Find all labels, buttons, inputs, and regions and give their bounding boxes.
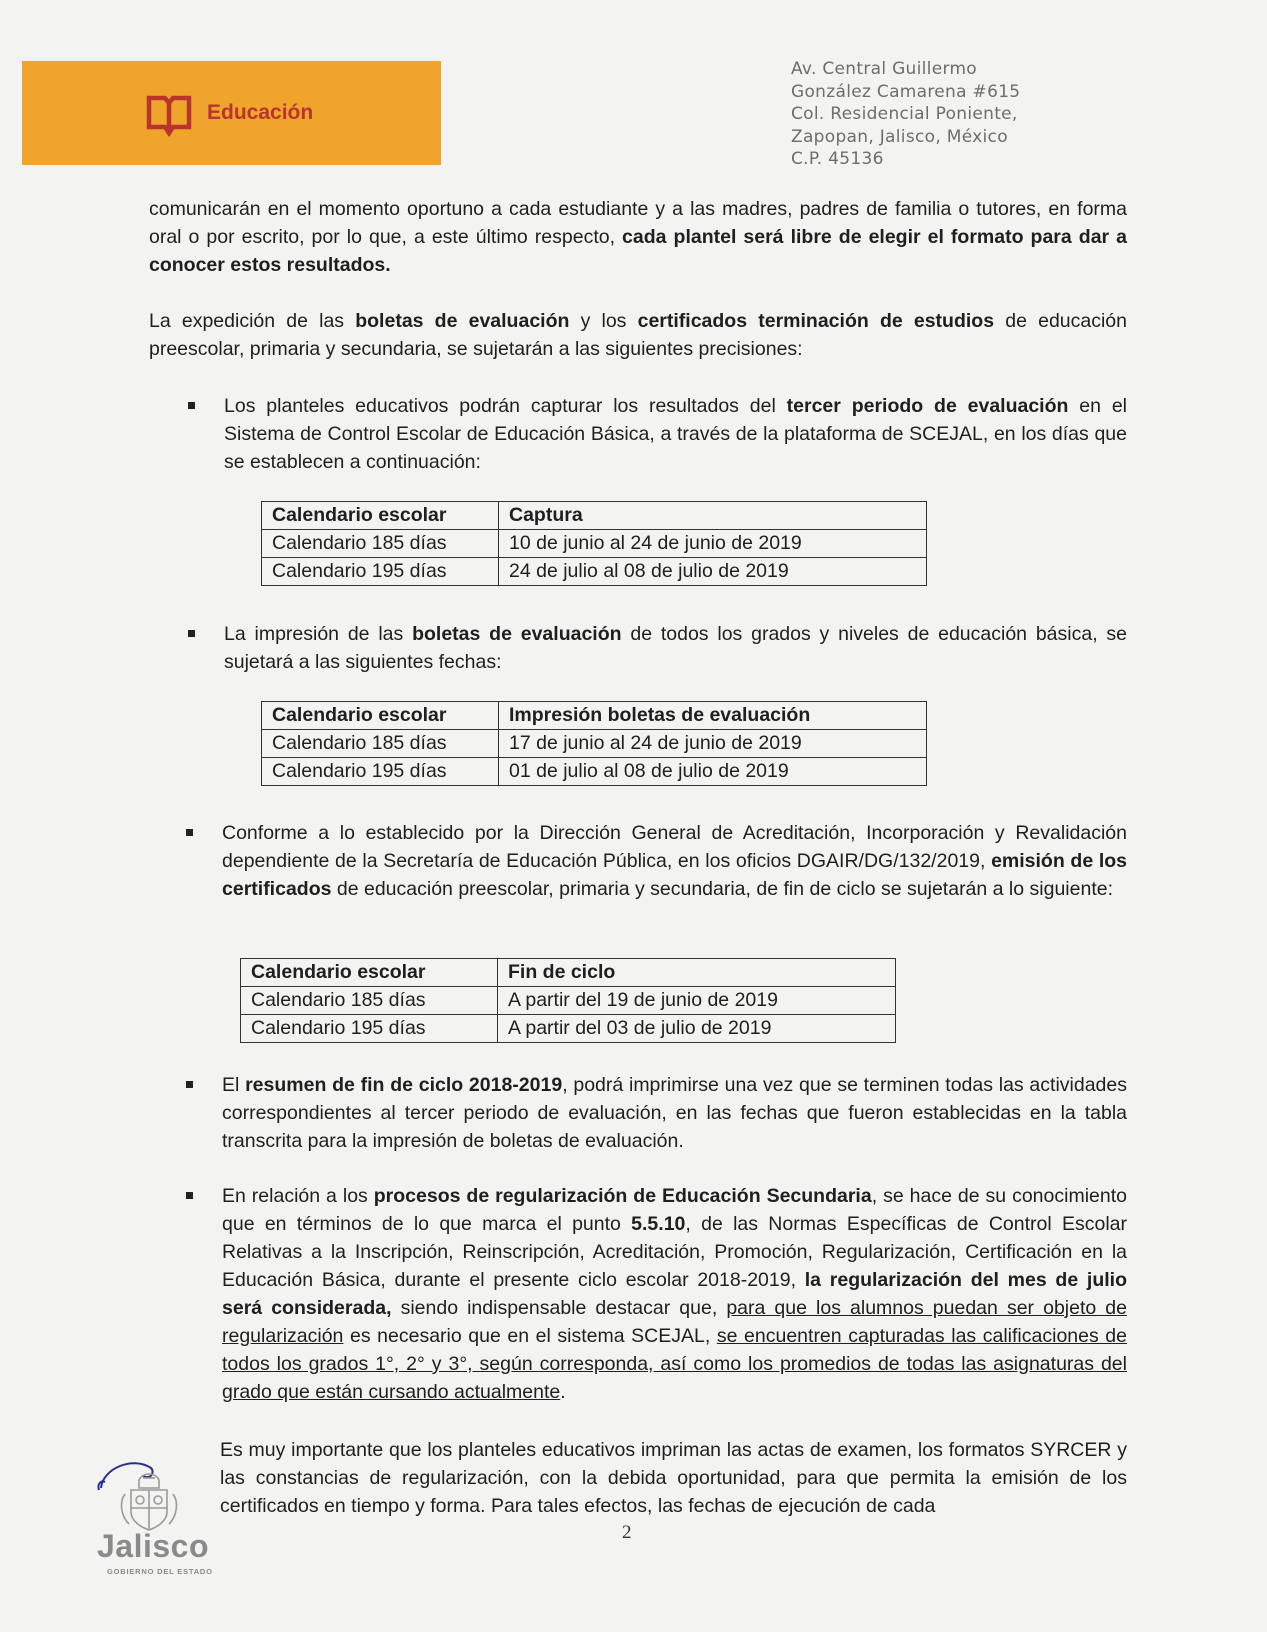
end-of-cycle-table xyxy=(240,958,896,1043)
table-cell: A partir del 03 de julio de 2019 xyxy=(498,1015,896,1043)
table-cell: Calendario 195 días xyxy=(241,1015,498,1043)
table-cell: Calendario 195 días xyxy=(262,558,499,586)
address-line: Col. Residencial Poniente, xyxy=(791,104,1018,124)
table-header-cell: Calendario escolar xyxy=(262,502,499,530)
text-run: en el Sistema de Control Escolar de Educación Básica, a través de la plataforma de SCEJAL, en los días que se establecen a continuación: xyxy=(224,395,1127,473)
address-line: Av. Central Guillermo xyxy=(791,59,978,79)
bullet-capture-text xyxy=(224,392,1127,476)
table-cell: Calendario 185 días xyxy=(262,530,499,558)
bold-run: 5.5.10 xyxy=(631,1213,686,1235)
bullet-marker xyxy=(188,402,195,409)
table-cell: 17 de junio al 24 de junio de 2019 xyxy=(499,730,927,758)
table-cell: Calendario 185 días xyxy=(241,987,498,1015)
bullet-marker xyxy=(186,1192,193,1199)
text-run: comunicarán en el momento oportuno a cada estudiante y a las madres, padres de familia o tutores, en forma oral o por escrito, por lo que, a este último respecto, xyxy=(149,198,1127,248)
address-line: C.P. 45136 xyxy=(791,149,884,169)
brand-label: Educación xyxy=(207,101,314,124)
table-cell: Calendario 185 días xyxy=(262,730,499,758)
bullet-regularization-text xyxy=(222,1182,1127,1406)
bullet-marker xyxy=(186,1081,193,1088)
capture-table xyxy=(261,501,927,586)
bullet-marker xyxy=(186,829,193,836)
table-row xyxy=(241,987,896,1015)
text-run: de educación preescolar, primaria y secundaria, se sujetarán a las siguientes precisiones: xyxy=(149,310,1127,360)
table-header-row xyxy=(262,702,927,730)
address-line: Zapopan, Jalisco, México xyxy=(791,126,1008,147)
table-row xyxy=(262,758,927,786)
table-row xyxy=(262,730,927,758)
table-header-cell: Calendario escolar xyxy=(241,959,498,987)
printing-table xyxy=(261,701,927,786)
underlined-run: para que los alumnos puedan ser objeto de regularización xyxy=(222,1297,1127,1347)
text-run: El xyxy=(222,1074,246,1096)
intro-paragraph xyxy=(149,195,1127,279)
bold-run: emisión de los certificados xyxy=(222,850,1128,900)
table-cell: 01 de julio al 08 de julio de 2019 xyxy=(499,758,927,786)
bold-run: cada plantel será libre de elegir el formato para dar a conocer estos resultados. xyxy=(149,226,1128,276)
jalisco-wordmark: Jalisco xyxy=(97,1528,210,1564)
table-header-row xyxy=(241,959,896,987)
table-header-cell: Fin de ciclo xyxy=(498,959,896,987)
bold-run: boletas de evaluación xyxy=(412,623,622,645)
text-run: y los xyxy=(569,310,638,332)
page-number: 2 xyxy=(622,1522,632,1543)
closing-paragraph: Es muy importante que los planteles educativos impriman las actas de examen, los formatos SYRCER y las constancias de regularización, con la debida oportunidad, para que permita la emisión de los certificados en tiempo y forma. Para tales efectos, las fechas de ejecución de cada xyxy=(220,1439,1127,1517)
table-cell: 24 de julio al 08 de julio de 2019 xyxy=(499,558,927,586)
bullet-certificates-text xyxy=(222,819,1127,903)
bullet-summary-text xyxy=(222,1071,1127,1155)
bold-run: resumen de fin de ciclo 2018-2019 xyxy=(245,1074,563,1096)
text-run: siendo indispensable destacar que, xyxy=(391,1297,727,1319)
bold-run: tercer periodo de evaluación xyxy=(786,395,1069,417)
text-run: de educación preescolar, primaria y secundaria, de fin de ciclo se sujetarán a lo siguiente: xyxy=(331,878,1114,900)
table-header-cell: Impresión boletas de evaluación xyxy=(499,702,927,730)
table-cell: 10 de junio al 24 de junio de 2019 xyxy=(499,530,927,558)
text-run: es necesario que en el sistema SCEJAL, xyxy=(343,1325,717,1347)
address-block xyxy=(791,58,1091,171)
bullet-printing-text xyxy=(224,620,1127,676)
text-run: , podrá imprimirse una vez que se terminen todas las actividades correspondientes al tercer periodo de evaluación, en las fechas que fueron establecidas en la tabla transcrita para la impresión de boletas de evaluación. xyxy=(222,1074,1127,1152)
jalisco-seal-logo xyxy=(93,1450,203,1540)
text-run: . xyxy=(560,1381,566,1403)
table-header-row xyxy=(262,502,927,530)
education-brand-band xyxy=(22,61,441,165)
bold-run: boletas de evaluación xyxy=(355,310,570,332)
address-line: González Camarena #615 xyxy=(791,81,1021,102)
bold-run: procesos de regularización de Educación Secundaria xyxy=(373,1185,872,1207)
text-run: En relación a los xyxy=(222,1185,374,1207)
table-header-cell: Captura xyxy=(499,502,927,530)
bold-run: certificados terminación de estudios xyxy=(637,310,995,332)
table-header-cell: Calendario escolar xyxy=(262,702,499,730)
text-run: Los planteles educativos podrán capturar los resultados del xyxy=(224,395,787,417)
table-row xyxy=(262,558,927,586)
jalisco-subtitle: GOBIERNO DEL ESTADO xyxy=(107,1567,213,1576)
text-run: , de las Normas Específicas de Control Escolar Relativas a la Inscripción, Reinscripción, Acreditación, Promoción, Regularización, Certificación en la Educación Básica, durante el presente ciclo escolar 2018-2019, xyxy=(222,1213,1127,1291)
text-run: Conforme a lo establecido por la Dirección General de Acreditación, Incorporación y Revalidación dependiente de la Secretaría de Educación Pública, en los oficios DGAIR/DG/132/2019, xyxy=(222,822,1127,872)
underlined-run: se encuentren capturadas las calificaciones de todos los grados 1°, 2° y 3°, según corresponda, así como los promedios de todas las asignaturas del grado que están cursando actualmente xyxy=(222,1325,1127,1403)
expedition-paragraph xyxy=(149,307,1127,363)
table-cell: A partir del 19 de junio de 2019 xyxy=(498,987,896,1015)
table-row xyxy=(262,530,927,558)
bullet-marker xyxy=(188,630,195,637)
text-run: La expedición de las xyxy=(149,310,356,332)
open-book-icon xyxy=(145,89,193,137)
text-run: de todos los grados y niveles de educación básica, se sujetará a las siguientes fechas: xyxy=(224,623,1128,673)
text-run: La impresión de las xyxy=(224,623,413,645)
text-run: , se hace de su conocimiento que en términos de lo que marca el punto xyxy=(222,1185,1127,1235)
table-cell: Calendario 195 días xyxy=(262,758,499,786)
table-row xyxy=(241,1015,896,1043)
bold-run: la regularización del mes de julio será considerada, xyxy=(222,1269,1128,1319)
